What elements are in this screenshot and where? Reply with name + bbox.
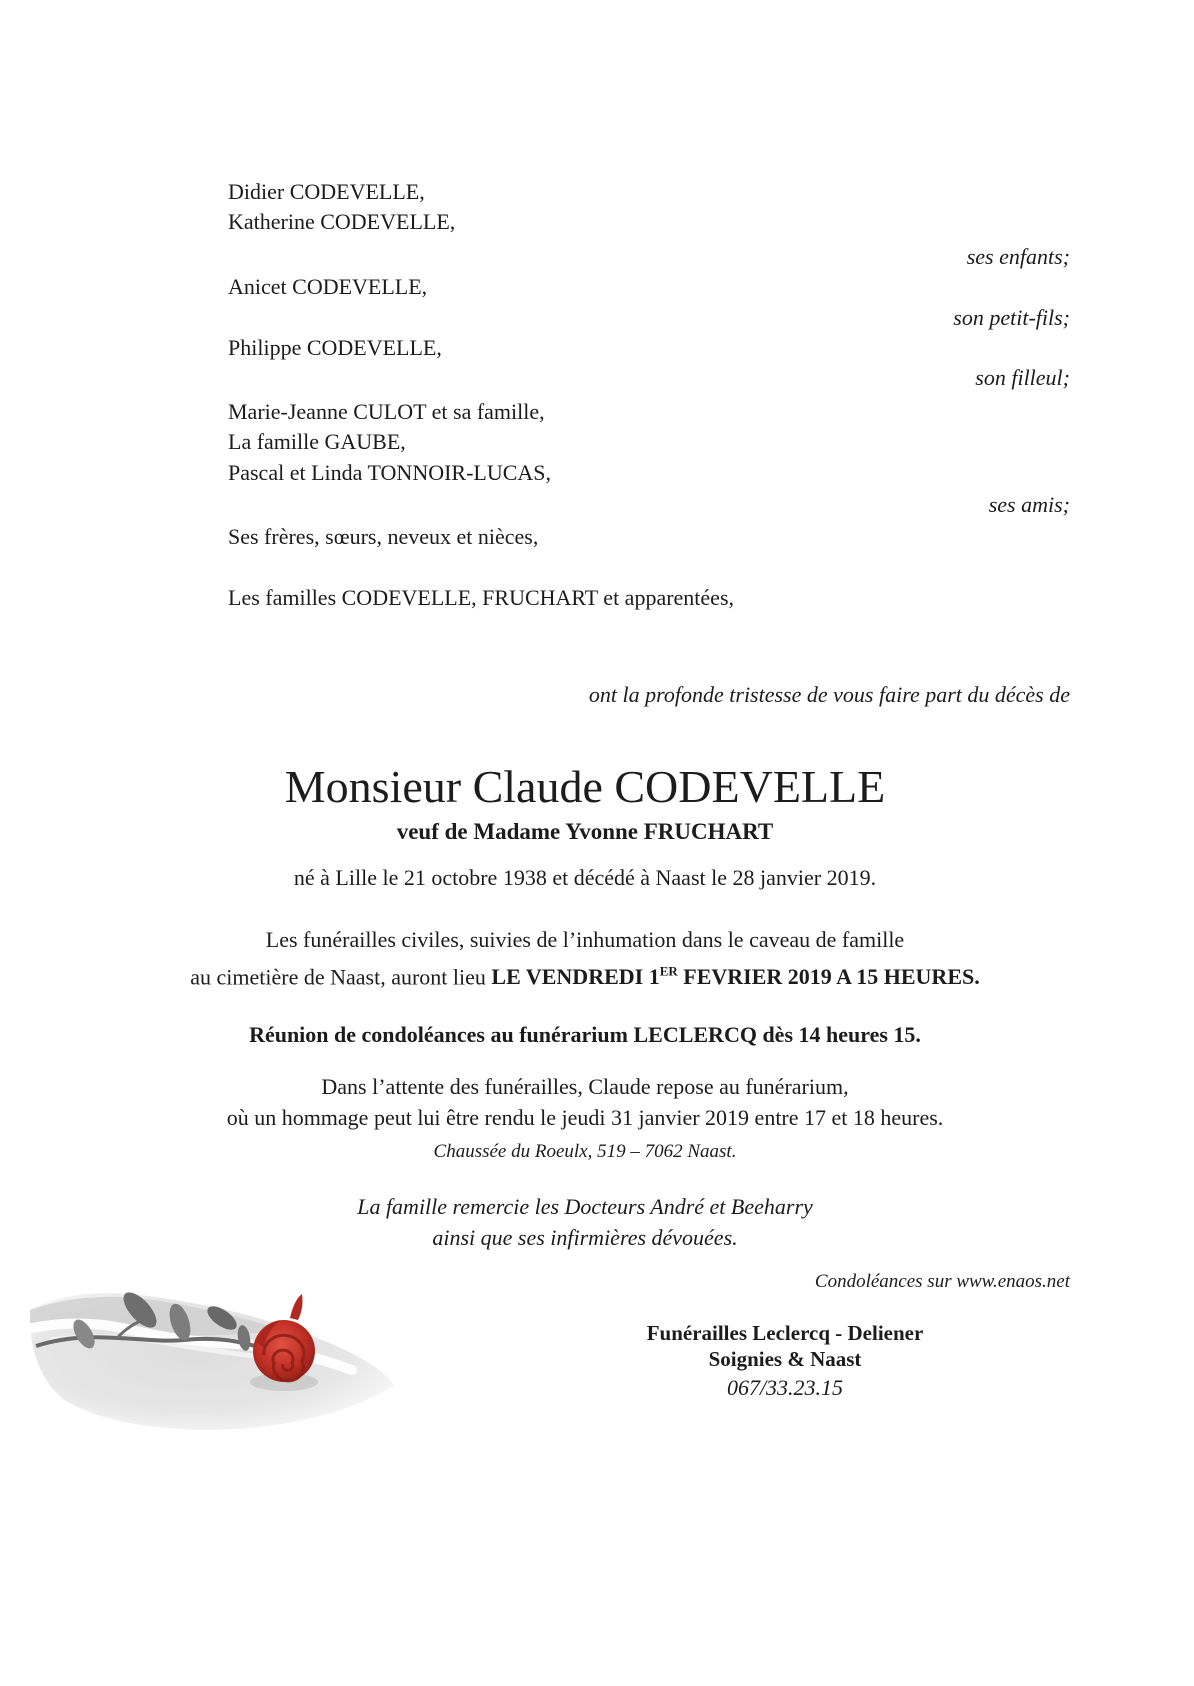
relation-label: ses enfants; — [966, 244, 1070, 269]
mourner-name: Les familles CODEVELLE, FRUCHART et apparentées, — [228, 585, 734, 610]
rose-photo-illustration — [22, 1248, 412, 1438]
rose-photo — [22, 1248, 412, 1438]
mourner-name: Didier CODEVELLE, — [228, 179, 425, 204]
rose-petal-tip — [290, 1294, 303, 1320]
deceased-name: Monsieur Claude CODEVELLE — [284, 761, 886, 812]
relation-label: son petit-fils; — [953, 305, 1070, 330]
funeral-home-phone: 067/33.23.15 — [726, 1375, 844, 1400]
mourner-name: Philippe CODEVELLE, — [228, 335, 442, 360]
thanks-line1: La famille remercie les Docteurs André et Beeharry — [357, 1194, 813, 1219]
life-dates: né à Lille le 21 octobre 1938 et décédé à Naast le 28 janvier 2019. — [293, 865, 877, 890]
funeral-home-name: Funérailles Leclercq - Deliener — [646, 1321, 924, 1345]
mourner-name: Marie-Jeanne CULOT et sa famille, — [228, 399, 545, 424]
mourner-name: Ses frères, sœurs, neveux et nièces, — [228, 524, 539, 549]
condolence-meeting-line: Réunion de condoléances au funérarium LECLERCQ dès 14 heures 15. — [249, 1022, 921, 1047]
funerarium-address: Chaussée du Roeulx, 519 – 7062 Naast. — [433, 1141, 737, 1162]
mourner-name: Anicet CODEVELLE, — [228, 274, 428, 299]
mourner-name: La famille GAUBE, — [228, 429, 406, 454]
ordinal-superscript: ER — [659, 964, 678, 979]
funeral-home-locations: Soignies & Naast — [708, 1347, 862, 1371]
mourner-name: Pascal et Linda TONNOIR-LUCAS, — [228, 460, 552, 485]
repose-line1: Dans l’attente des funérailles, Claude repose au funérarium, — [321, 1074, 849, 1099]
funeral-home-block — [585, 1320, 985, 1401]
relation-label: son filleul; — [975, 365, 1070, 390]
thanks-line2: ainsi que ses infirmières dévouées. — [432, 1225, 738, 1250]
relation-label: ses amis; — [988, 492, 1070, 517]
mourners-list — [228, 177, 1070, 613]
funeral-date-bold: LE VENDREDI 1ER FEVRIER 2019 A 15 HEURES. — [491, 964, 980, 990]
mourner-name: Katherine CODEVELLE, — [228, 209, 456, 234]
funeral-info-line2-regular: au cimetière de Naast, auront lieu — [190, 964, 492, 990]
announcement-sentence: ont la profonde tristesse de vous faire part du décès de — [588, 682, 1070, 707]
funeral-info-line1: Les funérailles civiles, suivies de l’inhumation dans le caveau de famille — [265, 927, 905, 952]
deceased-subtitle: veuf de Madame Yvonne FRUCHART — [396, 819, 774, 844]
repose-line2: où un hommage peut lui être rendu le jeudi 31 janvier 2019 entre 17 et 18 heures. — [226, 1105, 944, 1130]
online-condolences-note: Condoléances sur www.enaos.net — [814, 1271, 1070, 1292]
funeral-info-line2 — [100, 958, 1070, 991]
